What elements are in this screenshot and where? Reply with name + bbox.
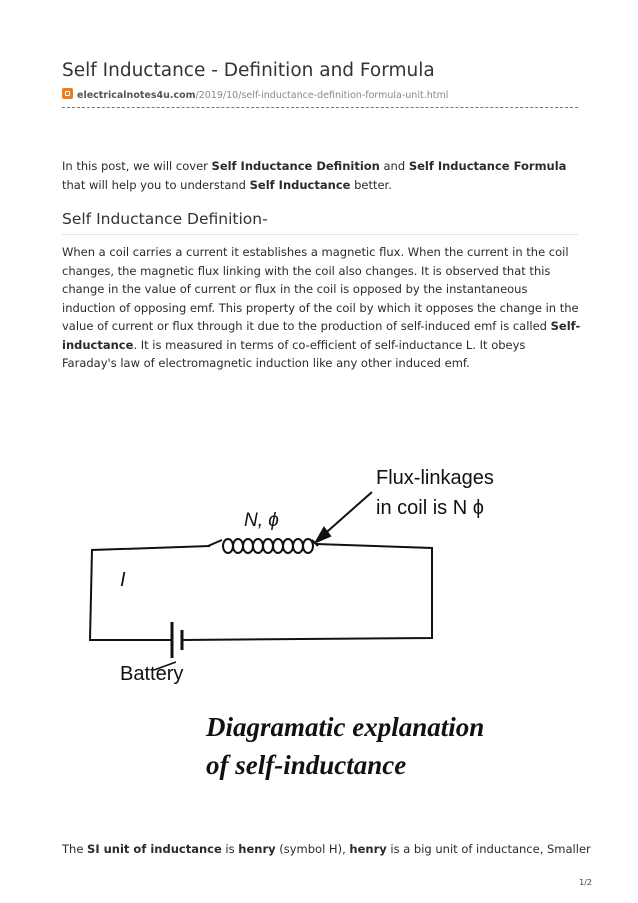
bold-henry-1: henry bbox=[238, 842, 276, 856]
blogger-icon bbox=[62, 88, 73, 99]
flux-arrow bbox=[316, 492, 372, 542]
caption-line1: Diagramatic explanation bbox=[206, 712, 485, 742]
source-domain[interactable]: electricalnotes4u.com bbox=[77, 90, 196, 101]
intro-bold-self-inductance: Self Inductance bbox=[249, 178, 351, 192]
flux-label-line1: Flux-linkages bbox=[376, 467, 494, 489]
page-title: Self Inductance - Definition and Formula bbox=[62, 60, 435, 81]
bold-henry-2: henry bbox=[349, 842, 387, 856]
caption-line2: of self-inductance bbox=[206, 750, 407, 780]
source-url[interactable] bbox=[62, 88, 578, 108]
source-path[interactable]: /2019/10/self-inductance-definition-formula-unit.html bbox=[195, 90, 449, 101]
coil-label: N, ϕ bbox=[244, 510, 279, 531]
intro-paragraph: In this post, we will cover Self Inductance Definition and Self Inductance Formula that will help you to understand Self Inductance better. bbox=[62, 159, 567, 192]
self-inductance-diagram bbox=[80, 450, 560, 810]
definition-paragraph: When a coil carries a current it establishes a magnetic flux. When the current in the coil changes, the magnetic flux linking with the coil also changes. It is observed that this change in the value of current or flux in the coil is opposed by the instantaneous induction of opposing emf. This property of the coil by which it opposes the change in the value of current or flux through it due to the production of self-induced emf is called Self-inductance. It is measured in terms of co-efficient of self-inductance L. It obeys Faraday's law of electromagnetic induction like any other induced emf. bbox=[62, 245, 581, 370]
battery-icon bbox=[172, 622, 182, 658]
circuit-wire bbox=[90, 544, 432, 640]
bold-si-unit: SI unit of inductance bbox=[87, 842, 222, 856]
flux-label-line2: in coil is N ϕ bbox=[376, 497, 484, 519]
battery-label: Battery bbox=[120, 663, 184, 685]
section-heading: Self Inductance Definition- bbox=[62, 210, 578, 235]
intro-bold-formula: Self Inductance Formula bbox=[408, 159, 567, 173]
current-label: I bbox=[120, 569, 126, 591]
intro-bold-definition: Self Inductance Definition bbox=[211, 159, 380, 173]
coil bbox=[208, 539, 318, 553]
si-unit-paragraph: The SI unit of inductance is henry (symbol H), henry is a big unit of inductance, Smaller bbox=[62, 842, 591, 856]
bold-self-inductance: Self-inductance bbox=[62, 319, 581, 352]
page-number: 1/2 bbox=[579, 878, 592, 887]
